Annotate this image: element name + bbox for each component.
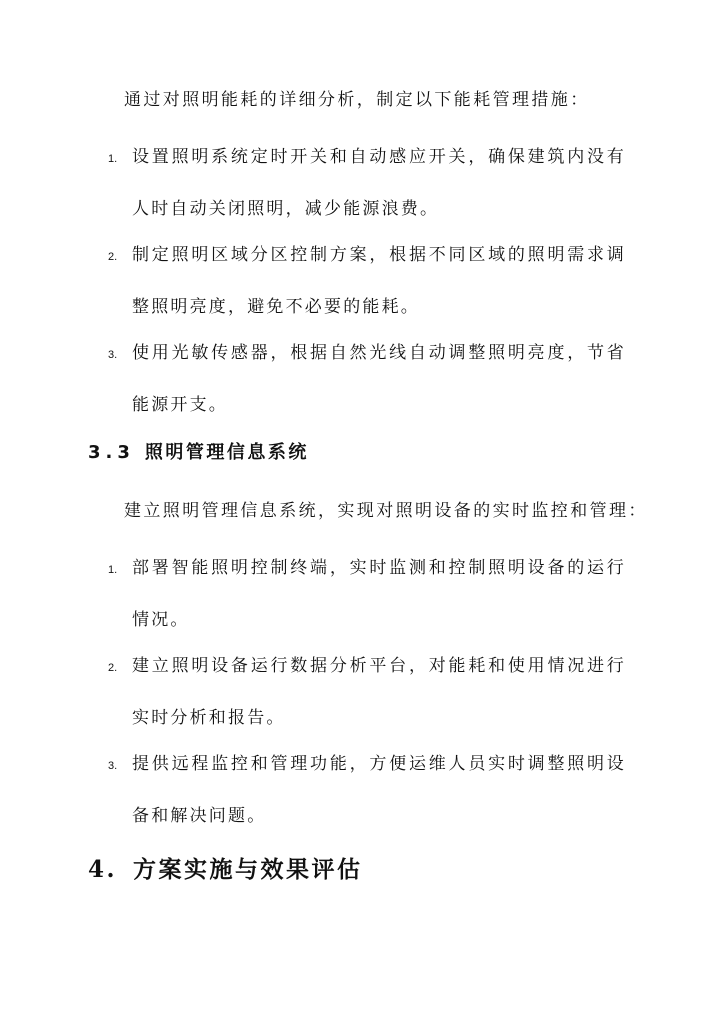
heading-title: 方案实施与效果评估 (133, 856, 363, 883)
list-item-text: 设置照明系统定时开关和自动感应开关，确保建筑内没有人时自动关闭照明，减少能源浪费。 (132, 147, 626, 219)
list-item-text: 制定照明区域分区控制方案，根据不同区域的照明需求调整照明亮度，避免不必要的能耗。 (132, 245, 626, 317)
heading-title: 照明管理信息系统 (144, 442, 309, 463)
list-item (108, 244, 628, 324)
list-item-text: 使用光敏传感器，根据自然光线自动调整照明亮度，节省能源开支。 (132, 343, 626, 415)
section-heading-3-3 (88, 441, 309, 465)
list-item-text: 部署智能照明控制终端，实时监测和控制照明设备的运行情况。 (132, 558, 626, 630)
chapter-heading-4 (88, 855, 363, 885)
list-item-text: 提供远程监控和管理功能，方便运维人员实时调整照明设备和解决问题。 (132, 754, 626, 826)
list-item-number: 2. (108, 251, 118, 263)
list-item (108, 753, 628, 833)
heading-number: 4. (88, 856, 118, 883)
list-item-text: 建立照明设备运行数据分析平台，对能耗和使用情况进行实时分析和报告。 (132, 656, 626, 728)
heading-number: 3.3 (88, 442, 135, 463)
list-item-number: 1. (108, 153, 118, 165)
list-item (108, 342, 628, 422)
section-3-3-intro-paragraph: 建立照明管理信息系统，实现对照明设备的实时监控和管理： (124, 501, 648, 521)
section-intro-paragraph: 通过对照明能耗的详细分析，制定以下能耗管理措施： (124, 90, 590, 110)
list-item (108, 557, 628, 637)
list-item-number: 3. (108, 349, 118, 361)
list-item-number: 1. (108, 564, 118, 576)
list-item (108, 146, 628, 226)
list-item-number: 2. (108, 662, 118, 674)
list-item (108, 655, 628, 735)
list-item-number: 3. (108, 760, 118, 772)
